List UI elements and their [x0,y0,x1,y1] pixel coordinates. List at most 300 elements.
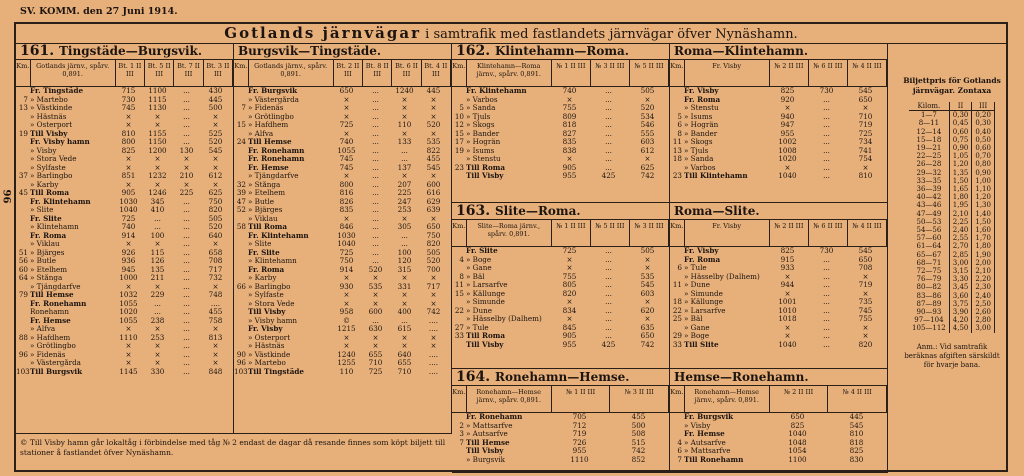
time-cell: 708 [208,257,223,265]
station-cell: » Simunde [684,289,723,298]
table-row [452,456,669,465]
station-cell: Ronehamn [30,308,69,316]
table-row [234,249,451,258]
table-row [16,274,233,283]
time-cell: × [125,359,132,367]
time-cell: 630 [368,325,383,333]
time-cell: ... [605,332,612,340]
time-cell: ... [183,129,190,138]
time-cell: × [566,315,573,323]
header-cell: Klintehamn—Roma järnv., spårv. 0,891. [467,60,552,86]
price-cell: 2,85 [949,251,972,259]
price-row [909,193,994,201]
time-cell: 730 [819,87,834,95]
time-cell: × [430,333,437,342]
price-cell: 1,05 [949,152,972,160]
table-row [16,291,233,300]
time-cell: ... [823,340,830,349]
header-cell: Bt. 2 II III [334,60,363,86]
time-cell: 520 [368,265,383,274]
time-cell: × [125,121,132,129]
table-row [452,298,669,307]
table-row [452,256,669,265]
panel-title [452,369,669,386]
time-cell: 1255 [337,359,356,367]
station-cell: » Grötlingbo [30,342,76,350]
panel-title [452,43,669,60]
price-cell: 4,50 [949,324,972,332]
time-cell: 1040 [119,206,138,214]
price-cell: 1,40 [972,210,995,218]
km-cell [16,138,30,147]
price-cell: 0,75 [949,136,972,144]
time-cell: 825 [849,447,864,455]
price-cell: 43—46 [909,201,949,209]
table-row [16,300,233,309]
time-cell: 740 [339,138,354,146]
time-cell: 545 [640,281,655,289]
price-row [909,275,994,283]
table-row [16,198,233,207]
time-cell: 126 [150,257,165,265]
time-cell: 905 [562,163,577,172]
time-cell: 725 [368,367,383,376]
table-row [670,273,887,282]
km-cell [16,308,30,317]
time-cell: ... [372,104,379,112]
table-row [234,87,451,96]
time-cell: 612 [208,172,223,180]
time-cell: ... [823,129,830,138]
time-cell: 535 [640,272,655,281]
station-cell: » Västkinde [248,350,291,359]
panel-p164 [452,369,670,473]
header-cell: Bt. 1 II III [116,60,145,86]
table-row [452,164,669,173]
time-cell: 835 [562,138,577,146]
km-cell [234,215,248,224]
time-cell: 650 [339,87,354,95]
time-cell: 755 [562,272,577,281]
km-cell [16,164,30,173]
km-cell: 11 [672,281,682,289]
price-cell: 2,50 [972,300,995,308]
station-cell: Fr. Visby [684,87,719,95]
page-header [14,6,1010,20]
time-cell: ... [372,129,379,138]
table-row [16,351,233,360]
time-cell: × [430,291,437,299]
time-cell: 947 [780,121,795,129]
time-cell: 742 [640,340,655,349]
time-cell: × [862,289,869,298]
time-cell: ... [372,316,379,325]
station-cell: » Isums [466,146,495,155]
table-row [16,113,233,122]
price-cell: 54—56 [909,226,949,234]
station-cell: » Västkinde [30,104,73,112]
table-row [234,342,451,351]
station-cell: Fr. Hemse [684,430,725,438]
table-row [670,113,887,122]
time-cell: ... [372,214,379,223]
time-cell: ... [183,299,190,308]
km-cell: 22 [454,306,464,315]
km-cell [670,413,684,422]
time-cell: × [566,264,573,272]
time-cell: 1055 [119,299,138,308]
time-cell: 247 [397,197,412,206]
table-row [234,121,451,130]
time-cell: × [125,240,132,248]
km-cell [452,413,466,422]
station-cell: » Fidenäs [248,104,284,112]
time-cell: ... [823,332,830,340]
time-cell: 730 [819,247,834,255]
station-cell: Fr. Slite [248,248,280,257]
station-cell: » Simunde [466,298,505,306]
time-cell: ... [372,146,379,155]
time-cell: 710 [368,359,383,367]
time-cell: × [784,323,791,332]
time-cell: 1018 [778,315,797,323]
price-grid [909,102,995,333]
time-cell: 500 [208,104,223,112]
table-row [16,87,233,96]
time-cell: ... [372,138,379,146]
time-cell: ... [605,104,612,112]
station-cell: » Karby [248,274,277,282]
station-cell: Till Hemse [466,438,510,447]
panel-p163 [452,203,670,369]
time-cell: × [212,325,219,333]
time-cell: 825 [780,247,795,255]
table-row [452,130,669,139]
time-cell: 852 [631,455,646,464]
station-cell: » Österport [30,121,73,129]
km-cell: 15 [236,121,246,129]
station-cell: » Mattsarfve [466,421,513,430]
time-cell: × [212,163,219,172]
time-cell: 816 [339,189,354,197]
station-cell: » Hogrän [466,138,501,146]
km-cell [16,317,30,326]
table-row [452,413,669,422]
time-cell: × [430,342,437,350]
time-cell: × [784,332,791,340]
time-cell: 740 [562,87,577,95]
price-row [909,308,994,316]
time-cell: ... [183,95,190,104]
table-row [234,96,451,105]
km-cell: 79 [18,291,28,299]
station-cell: » Fidenäs [30,350,66,359]
time-cell: 410 [150,206,165,214]
time-cell: 545 [858,87,873,95]
column-header [16,60,233,87]
time-cell: 830 [849,455,864,464]
table-row [670,247,887,256]
price-header-cell: III [972,102,995,111]
time-cell: × [372,299,379,308]
station-cell: » Sylfaste [248,291,284,299]
station-cell: » Mattsarfve [684,447,731,455]
km-cell [234,308,248,317]
km-cell: 33 [454,332,464,340]
station-cell: » Hafdhem [248,121,289,129]
time-cell: ... [605,87,612,95]
time-cell: × [212,350,219,359]
time-cell: 210 [179,172,194,180]
time-cell: × [372,342,379,350]
station-cell: » Grötlingbo [248,112,294,121]
km-cell: 47 [236,197,246,206]
km-cell: 17 [454,138,464,146]
km-cell: 7 [459,438,464,447]
time-cell: 253 [397,206,412,214]
time-cell: 635 [640,323,655,332]
time-cell: ... [183,214,190,223]
time-cell: 545 [426,163,441,172]
price-row [909,218,994,226]
km-cell: 103 [16,367,30,376]
time-cell: 515 [631,438,646,447]
time-cell: 535 [368,282,383,291]
price-cell: 19—21 [909,144,949,152]
table-row [16,189,233,198]
time-cell: ... [154,214,161,223]
price-row [909,234,994,242]
station-cell: » Bander [466,129,500,138]
station-cell: » Tjängdarfve [248,172,299,180]
time-cell: 1130 [148,104,167,112]
time-cell: ... [154,299,161,308]
time-cell: ... [183,231,190,240]
time-cell: × [343,274,350,282]
price-cell: 1,50 [972,218,995,226]
station-cell: Till Hemse [248,138,292,146]
time-cell: ... [605,112,612,121]
time-cell: ... [823,323,830,332]
station-cell: » Österport [248,333,291,342]
table-row [16,121,233,130]
table-row [670,264,887,273]
station-cell: » Autsarfve [466,430,508,438]
table-row [452,324,669,333]
header-cell: № 4 II III [848,220,887,246]
price-cell: 2,10 [972,267,995,275]
km-cell: 32 [236,180,246,189]
station-cell: Fr. Tingstäde [30,87,84,95]
header-cell: Fr. Visby [685,220,770,246]
time-cell: 1240 [395,87,414,95]
km-cell [16,359,30,368]
time-cell: 650 [426,223,441,231]
km-cell [16,283,30,292]
km-cell: 12 [454,121,464,129]
km-cell [452,264,466,273]
price-row [909,111,994,120]
time-cell: ... [823,138,830,146]
station-cell: Fr. Burgsvik [684,413,734,421]
price-row [909,292,994,300]
time-cell: 800 [339,180,354,189]
time-cell: ... [183,240,190,248]
time-cell: ... [823,104,830,112]
time-cell: × [154,155,161,163]
time-cell: 758 [208,316,223,325]
km-cell [234,96,248,105]
time-cell: ... [183,112,190,121]
km-cell [670,96,684,105]
time-cell: 207 [397,180,412,189]
table-row [452,96,669,105]
header-cell: Km. [670,60,685,86]
panel-p162 [452,43,670,203]
time-cell: 603 [640,289,655,298]
panel-p164r [670,369,888,473]
price-cell: 29—32 [909,169,949,177]
station-cell: » Bäl [466,272,485,281]
time-cell: 520 [208,138,223,146]
time-cell: 838 [562,146,577,155]
time-cell: ... [401,231,408,240]
table-row [16,232,233,241]
price-cell: 33—35 [909,177,949,185]
price-cell: 3,60 [949,292,972,300]
table-row [452,147,669,156]
time-cell: 520 [640,104,655,112]
time-cell: ... [372,180,379,189]
km-cell: 6 [677,264,682,272]
time-cell: × [125,325,132,333]
station-cell: Till Visby [30,129,68,138]
time-cell: × [401,274,408,282]
time-cell: 612 [640,146,655,155]
station-cell: » Stenstu [466,155,501,163]
station-cell: Till Hemse [30,291,74,299]
time-cell: × [372,291,379,299]
station-cell: » Källunge [684,298,724,306]
row-list [452,413,669,464]
time-cell: ... [401,316,408,325]
time-cell: 810 [121,129,136,138]
price-row [909,267,994,275]
time-cell: 520 [426,121,441,129]
time-cell: ... [183,359,190,367]
time-cell: 715 [121,87,136,95]
station-cell: Fr. Visby [248,325,283,333]
station-cell: Fr. Ronehamn [248,155,305,163]
table-row [452,273,669,282]
table-row [670,121,887,130]
km-cell: 7 [23,95,28,104]
time-cell: 745 [121,104,136,112]
km-cell: 4 [677,438,682,447]
time-cell: ... [823,315,830,323]
time-cell: 425 [601,172,616,180]
price-cell: 2,30 [972,283,995,291]
station-cell: Till Burgsvik [30,367,83,376]
table-row [234,368,451,377]
table-row [234,181,451,190]
price-cell: 0,40 [972,128,995,136]
price-cell: 3,00 [949,259,972,267]
row-list [670,87,887,181]
table-row [16,317,233,326]
price-cell: 1—7 [909,111,949,120]
station-cell: » Sanda [684,155,714,163]
time-cell: × [343,129,350,138]
title-bold: Gotlands järnvägar [224,24,422,42]
time-cell: 955 [562,172,577,180]
price-row [909,316,994,324]
km-cell [452,247,466,256]
km-cell [234,155,248,164]
column-header [452,220,669,247]
time-cell: .... [428,359,439,367]
station-cell: » Stånga [248,180,281,189]
time-cell: ... [823,306,830,315]
km-cell: 51 [18,248,28,257]
time-cell: × [784,163,791,172]
time-cell: 1020 [119,308,138,316]
price-cell: 15—18 [909,136,949,144]
panel-p163r [670,203,888,369]
km-cell [234,257,248,266]
header-cell: № 2 II III [770,386,829,412]
km-cell [234,232,248,241]
price-cell: 1,10 [972,185,995,193]
price-table [896,44,1008,472]
station-cell: » Hästnäs [248,342,285,350]
km-cell [452,155,466,164]
time-cell: 742 [640,172,655,180]
time-cell: 725 [858,129,873,138]
time-cell: 734 [858,138,873,146]
time-cell: × [644,255,651,264]
time-cell: × [125,350,132,359]
price-cell: 97—104 [909,316,949,324]
panel-route: Hemse—Ronehamn. [674,370,809,384]
time-cell: × [430,104,437,112]
time-cell: 820 [426,240,441,248]
price-cell: 65—67 [909,251,949,259]
time-cell: 809 [562,112,577,121]
panel-p162r [670,43,888,203]
time-cell: 742 [631,447,646,455]
price-row [909,324,994,332]
table-row [452,439,669,448]
time-cell: 110 [397,121,412,129]
station-cell: » Dune [466,306,492,315]
time-cell: 400 [397,308,412,316]
station-cell: Fr. Roma [248,265,285,274]
price-row [909,210,994,218]
time-cell: × [566,255,573,264]
time-cell: 705 [572,413,587,421]
table-row [452,155,669,164]
panel-route: Slite—Roma. [494,204,581,218]
time-cell: 835 [339,206,354,214]
time-cell: ... [183,87,190,95]
header-cell: № 4 II III [828,386,887,412]
km-cell: 90 [236,350,246,359]
km-cell [16,215,30,224]
time-cell: ... [823,112,830,121]
row-list [452,87,669,181]
time-cell: ... [372,206,379,214]
